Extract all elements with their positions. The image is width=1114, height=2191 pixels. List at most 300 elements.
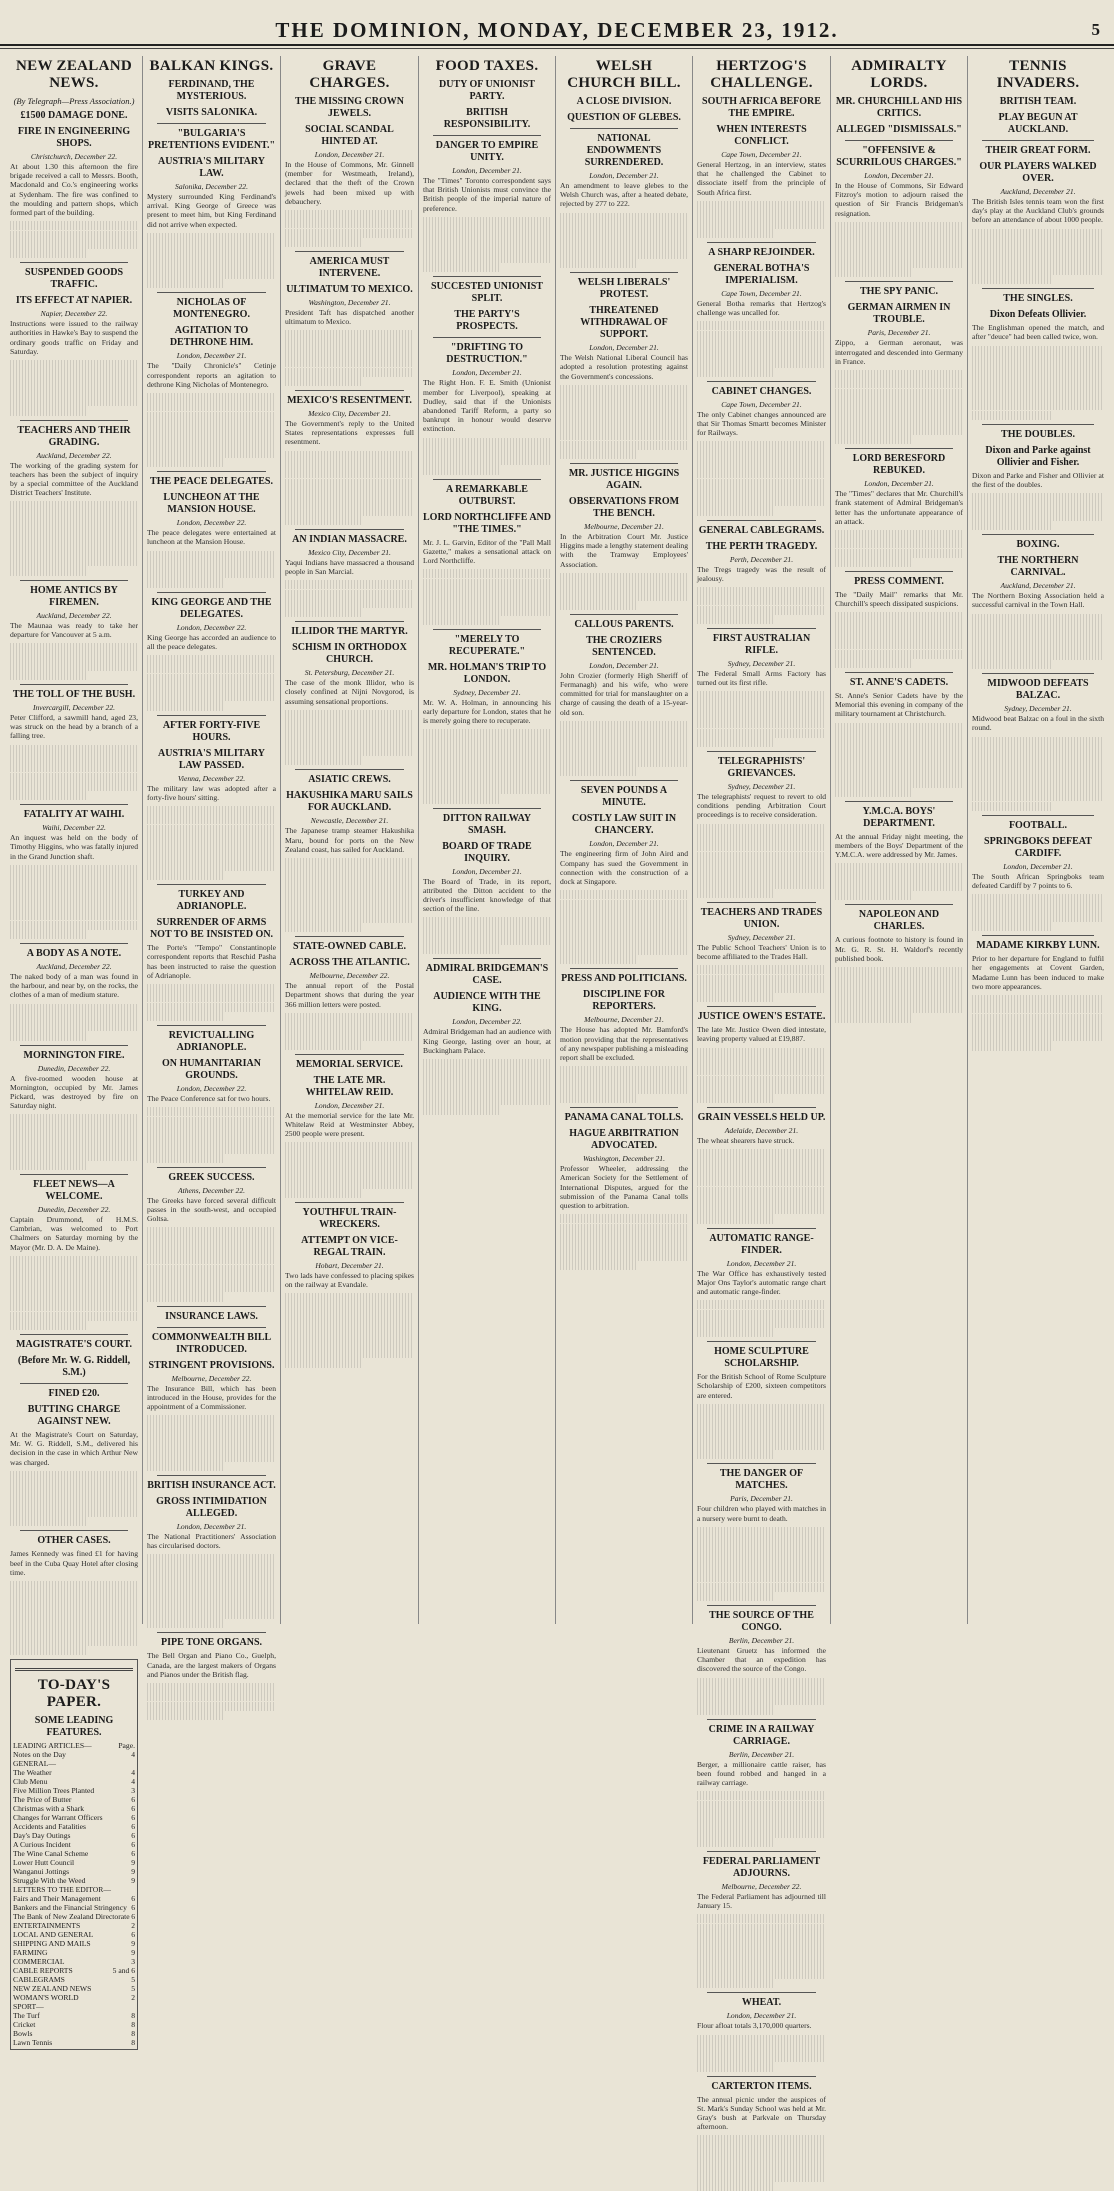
text-line: [10, 249, 87, 258]
text-line: [697, 1094, 774, 1103]
text-line: [147, 825, 276, 834]
text-line: [10, 231, 138, 240]
dateline: London, December 21.: [452, 368, 522, 378]
article-text: The Northern Boxing Association held a successful carnival in the Town Hall.: [972, 591, 1104, 610]
dateline: Sydney, December 21.: [727, 782, 796, 792]
text-line: [972, 737, 1104, 746]
text-line: [697, 201, 826, 210]
toc-item-page: 8: [131, 2038, 135, 2048]
dateline: Hobart, December 21.: [315, 1261, 384, 1271]
text-line: [423, 254, 551, 263]
article-text: For the British School of Rome Sculpture Scholarship of £200, sixteen competitors are entered.: [697, 1372, 826, 1400]
article-text: Lieutenant Gruetz has informed the Chamber that an expedition has discovered the source of the Congo.: [697, 1646, 826, 1674]
text-line: [285, 368, 414, 377]
text-line: [560, 767, 637, 776]
text-line: [423, 597, 551, 606]
headline: "DRIFTING TO DESTRUCTION.": [446, 342, 528, 366]
toc-item-label: CABLEGRAMS: [13, 1975, 65, 1985]
text-line: [697, 497, 826, 506]
text-line: [972, 1023, 1104, 1032]
dateline: Washington, December 21.: [583, 1154, 665, 1164]
text-line: [10, 1499, 138, 1508]
text-line: [147, 871, 224, 880]
headline: COMMONWEALTH BILL INTRODUCED.: [151, 1331, 272, 1355]
text-line: [10, 221, 138, 230]
headline: CARTERTON ITEMS.: [711, 2080, 812, 2092]
text-line: [10, 406, 87, 415]
text-line: [697, 488, 826, 497]
article: [560, 614, 688, 777]
article: [972, 935, 1104, 1050]
article: [560, 96, 688, 124]
subheadline: THE CROZIERS SENTENCED.: [586, 634, 662, 658]
text-line: [147, 843, 276, 852]
text-line: [972, 1041, 1051, 1050]
headline: TELEGRAPHISTS' GRIEVANCES.: [717, 756, 806, 780]
article: [147, 1327, 276, 1471]
column-2: [143, 56, 281, 1679]
text-line: [147, 1619, 224, 1628]
article-text: Mr. J. L. Garvin, Editor of the "Pall Mall Gazette," makes a sensational attack on Lord Northcliffe.: [423, 537, 551, 566]
article-columns: [6, 56, 1108, 2132]
text-line: [423, 917, 551, 926]
headline: TEACHERS AND TRADES UNION.: [700, 906, 823, 930]
column-4: [419, 56, 556, 1624]
text-line: [285, 738, 414, 747]
article: [697, 1107, 826, 1223]
headline: THEIR GREAT FORM.: [985, 145, 1091, 156]
toc-item-label: Day's Day Outings: [13, 1831, 71, 1841]
divider: [157, 123, 266, 124]
text-line: [560, 749, 688, 758]
headline: GENERAL CABLEGRAMS.: [698, 524, 825, 536]
text-line: [285, 516, 362, 525]
text-line: [697, 824, 826, 833]
dateline: Auckland, December 21.: [1000, 187, 1076, 196]
text-line: [10, 1114, 138, 1123]
article-text: The Englishman opened the match, and after "deuce" had been called twice, won.: [972, 323, 1104, 342]
toc-item: [13, 1975, 135, 1984]
toc-item: [13, 1759, 135, 1768]
text-line: [147, 1126, 276, 1135]
article-text: At the Magistrate's Court on Saturday, Mr. W. G. Riddell, S.M., delivered his decision in the case in which Arthur New was charged.: [10, 1430, 138, 1467]
dateline: Cape Town, December 21.: [721, 399, 802, 409]
text-line: [560, 890, 688, 899]
article: [147, 715, 276, 881]
toc-title: TO-DAY'S PAPER.: [37, 1677, 111, 1711]
toc-subtitle: SOME LEADING FEATURES.: [34, 1715, 114, 1739]
text-line: [147, 560, 276, 569]
text-line: [147, 806, 276, 815]
headline: MAGISTRATE'S COURT.: [16, 1339, 132, 1351]
article: [147, 292, 276, 467]
headline: BRITISH TEAM.: [999, 96, 1077, 107]
text-line: [972, 903, 1104, 912]
divider: [157, 1475, 266, 1476]
divider: [295, 529, 404, 530]
text-line: [697, 1961, 826, 1970]
text-line: [10, 1517, 87, 1526]
text-line: [972, 247, 1104, 256]
toc-item-page: 8: [131, 2029, 135, 2039]
toc-item-label: Wanganui Jottings: [13, 1867, 70, 1877]
article: [10, 262, 138, 415]
article: [835, 571, 963, 668]
dateline: London, December 22.: [176, 1084, 247, 1094]
article-text: The Porte's "Tempo" Constantinople correspondent reports that Reschid Pasha has been instructed to raise the question of Adrianople.: [147, 943, 276, 980]
text-line: [10, 930, 87, 939]
toc-item-page: 9: [131, 1939, 135, 1949]
article-text: The British Isles tennis team won the first day's play at the Auckland Club's grounds before an attendance of about 1000 people.: [972, 197, 1104, 225]
toc-item: [13, 2002, 135, 2011]
toc-item-label: Club Menu: [13, 1777, 48, 1787]
text-line: [835, 732, 963, 741]
text-line: [10, 1637, 138, 1646]
dateline: Christchurch, December 22.: [30, 152, 118, 161]
subheadline: OUR PLAYERS WALKED OVER.: [979, 161, 1097, 184]
article: [697, 242, 826, 377]
text-line: [423, 245, 551, 254]
subheadline: LORD NORTHCLIFFE AND "THE TIMES.": [423, 511, 551, 535]
dateline: Melbourne, December 21.: [584, 1015, 664, 1025]
text-line: [560, 1066, 688, 1075]
text-line: [423, 936, 551, 945]
text-line: [835, 986, 963, 995]
text-line: [697, 2154, 826, 2163]
text-line: [147, 270, 276, 279]
text-line: [285, 1321, 414, 1330]
divider: [433, 135, 541, 136]
text-line: [697, 321, 826, 330]
article-text: A curious footnote to history is found in Mr. G. R. St. H. Waldorf's recently published book.: [835, 935, 963, 963]
dateline: London, December 21.: [589, 660, 659, 670]
text-line: [285, 1189, 362, 1198]
text-line: [147, 1144, 276, 1153]
text-line: [835, 530, 963, 539]
dateline: Mexico City, December 21.: [308, 409, 391, 419]
toc-item-page: 5: [131, 1975, 135, 1985]
text-line: [972, 783, 1104, 792]
text-line: [147, 1107, 276, 1116]
article: [423, 135, 551, 272]
text-line: [423, 1078, 551, 1087]
divider: [707, 751, 816, 752]
article-text: The Bell Organ and Piano Co., Guelph, Canada, are the largest makers of Organs and Pianos under the British flag.: [147, 1651, 276, 1679]
text-line: [285, 469, 414, 478]
article: [835, 281, 963, 444]
dateline: Athens, December 22.: [177, 1185, 246, 1195]
dateline: Sydney, December 21.: [727, 932, 796, 942]
text-line: [10, 763, 138, 772]
article-text: At the annual Friday night meeting, the members of the Boys' Department of the Y.M.C.A. were addressed by Mr. James.: [835, 831, 963, 860]
text-line: [972, 623, 1104, 632]
headline: CABINET CHANGES.: [711, 385, 812, 397]
headline: FEDERAL PARLIAMENT ADJOURNS.: [702, 1855, 821, 1879]
dateline: Auckland, December 21.: [1000, 581, 1076, 591]
dateline: Paris, December 21.: [730, 1494, 793, 1504]
headline: "OFFENSIVE & SCURRILOUS CHARGES.": [836, 145, 962, 168]
text-line: [285, 608, 362, 617]
text-line: [10, 1161, 87, 1170]
text-line: [560, 403, 688, 412]
headline: YOUTHFUL TRAIN-WRECKERS.: [302, 1207, 397, 1231]
text-line: [285, 1170, 414, 1179]
text-line: [560, 918, 688, 927]
text-line: [697, 587, 826, 596]
text-line: [423, 945, 500, 954]
text-line: [10, 874, 138, 883]
headline: THE DANGER OF MATCHES.: [719, 1468, 804, 1492]
text-line: [835, 407, 963, 416]
text-line: [697, 451, 826, 460]
text-line: [285, 1013, 414, 1022]
article: [972, 140, 1104, 284]
toc-item: [13, 1858, 135, 1867]
text-line: [560, 450, 637, 459]
text-line: [147, 984, 276, 993]
article: [697, 1605, 826, 1715]
text-line: [697, 1696, 826, 1705]
text-line: [560, 591, 688, 600]
text-line: [972, 802, 1051, 811]
headline: GREEK SUCCESS.: [168, 1171, 255, 1183]
text-line: [972, 392, 1104, 401]
article: [10, 1334, 138, 1379]
text-line: [835, 379, 963, 388]
text-line: [835, 426, 963, 435]
toc-item: [13, 2029, 135, 2038]
text-line: [285, 340, 414, 349]
text-line: [697, 1159, 826, 1168]
text-line: [147, 1563, 276, 1572]
article-text: The only Cabinet changes announced are that Sir Thomas Smartt becomes Minister for Railways.: [697, 409, 826, 438]
text-line: [697, 1924, 826, 1933]
double-rule: [15, 1668, 133, 1671]
text-line: [560, 231, 688, 240]
dateline: Dunedin, December 22.: [37, 1205, 111, 1215]
text-line: [972, 364, 1104, 373]
text-line: [697, 1048, 826, 1057]
article: [147, 1306, 276, 1323]
article: [697, 628, 826, 747]
toc-item-label: The Price of Butter: [13, 1795, 72, 1805]
text-line: [972, 238, 1104, 247]
text-line: [697, 1573, 826, 1582]
dateline: London, December 21.: [314, 150, 385, 159]
text-line: [697, 1828, 826, 1837]
text-line: [560, 601, 637, 610]
text-line: [10, 1581, 138, 1590]
article-text: President Taft has dispatched another ultimatum to Mexico.: [285, 308, 414, 327]
article: [697, 381, 826, 516]
article: [560, 780, 688, 964]
text-line: [147, 1711, 224, 1720]
text-line: [835, 398, 963, 407]
headline: SUCCESTED UNIONIST SPLIT.: [431, 281, 543, 305]
article: [560, 968, 688, 1103]
toc-item-page: [107, 2002, 135, 2011]
article: [697, 2076, 826, 2191]
text-line: [697, 1951, 826, 1960]
toc-item-label: NEW ZEALAND NEWS: [13, 1984, 92, 1994]
article-text: In the House of Commons, Sir Edward Fitzroy's motion to adjourn raised the question of Sir Francis Bridgeman's resignation.: [835, 181, 963, 218]
article-text: At about 1.30 this afternoon the fire brigade received a call to Messrs. Booth, Macdonald and Co.'s engineering works at Sydenham. The fire was confined to the moulding and pattern shops, which formed part of the building.: [10, 162, 138, 218]
dateline: Melbourne, December 21.: [584, 521, 664, 531]
headline: TURKEY AND ADRIANOPLE.: [176, 889, 247, 913]
headline: THE SPY PANIC.: [859, 286, 939, 298]
text-line: [423, 748, 551, 757]
text-line: [697, 1205, 826, 1214]
divider: [157, 715, 266, 716]
divider: [20, 684, 128, 685]
text-line: [147, 1227, 276, 1236]
text-line: [560, 1094, 637, 1103]
text-line: [10, 643, 138, 652]
text-line: [285, 460, 414, 469]
text-line: [147, 1255, 276, 1264]
text-line: [10, 902, 138, 911]
dateline: Sydney, December 21.: [453, 687, 521, 697]
toc-item-page: 4: [131, 1750, 135, 1760]
divider: [982, 815, 1094, 816]
toc-item-page: [107, 1759, 135, 1768]
text-line: [560, 394, 688, 403]
text-line: [147, 233, 276, 242]
toc-item: [13, 1804, 135, 1813]
column-3: [281, 56, 419, 1624]
subheadline: GROSS INTIMIDATION ALLEGED.: [156, 1495, 267, 1519]
text-line: [697, 2044, 826, 2053]
divider: [707, 1341, 816, 1342]
divider: [295, 936, 404, 937]
subheadline: SURRENDER OF ARMS NOT TO BE INSISTED ON.: [149, 917, 274, 941]
divider: [20, 1174, 128, 1175]
text-line: [972, 493, 1104, 502]
text-line: [285, 358, 414, 367]
toc-item-label: Lawn Tennis: [13, 2038, 53, 2048]
subheadline: STRINGENT PROVISIONS.: [148, 1359, 275, 1371]
article: [10, 804, 138, 939]
text-line: [10, 557, 138, 566]
toc-item-label: The Weather: [13, 1768, 52, 1778]
text-line: [697, 879, 826, 888]
subheadline: THREATENED WITHDRAWAL OF SUPPORT.: [580, 305, 668, 341]
headline: TEACHERS AND THEIR GRADING.: [17, 424, 131, 448]
article: [972, 815, 1104, 931]
text-line: [560, 441, 688, 450]
text-line: [10, 1590, 138, 1599]
text-line: [10, 1302, 138, 1311]
text-line: [697, 1328, 774, 1337]
text-line: [835, 240, 963, 249]
dateline: London, December 21.: [589, 171, 659, 180]
text-line: [697, 1404, 826, 1413]
text-line: [285, 1161, 414, 1170]
article-text: The "Times" Toronto correspondent says that British Unionists must convince the British people of the imperial nature of preference.: [423, 176, 551, 213]
text-line: [697, 1149, 826, 1158]
text-line: [147, 1424, 276, 1433]
article-text: The Japanese tramp steamer Hakushika Maru, bound for ports on the New Zealand coast, has sailed for Auckland.: [285, 826, 414, 854]
text-line: [147, 1415, 276, 1424]
headline: FERDINAND, THE MYSTERIOUS.: [168, 79, 255, 102]
headline: BOXING.: [1016, 539, 1060, 551]
dateline: London, December 21.: [864, 479, 934, 489]
article: [560, 272, 688, 459]
dateline: Auckland, December 22.: [36, 962, 112, 972]
dateline: Cape Town, December 21.: [721, 150, 802, 159]
masthead: [0, 18, 1114, 46]
toc-item-page: 3: [131, 1786, 135, 1796]
headline: "BULGARIA'S PRETENTIONS EVIDENT.": [147, 128, 276, 151]
text-line: [147, 1154, 224, 1163]
subheadline: HAGUE ARBITRATION ADVOCATED.: [569, 1128, 679, 1152]
toc-item-label: LETTERS TO THE EDITOR—: [13, 1885, 111, 1895]
article: [423, 337, 551, 474]
text-line: [697, 870, 826, 879]
text-line: [10, 671, 87, 680]
headline: ST. ANNE'S CADETS.: [849, 677, 949, 689]
toc-item-label: GENERAL—: [13, 1759, 57, 1769]
divider: [295, 621, 404, 622]
text-line: [972, 651, 1104, 660]
text-line: [423, 1087, 551, 1096]
headline: FOOTBALL.: [1008, 819, 1068, 831]
text-line: [697, 1441, 826, 1450]
text-line: [10, 1274, 138, 1283]
text-line: [835, 231, 963, 240]
text-line: [285, 1340, 414, 1349]
divider: [570, 463, 678, 464]
text-line: [835, 723, 963, 732]
subheadline: FIRE IN ENGINEERING SHOPS.: [17, 126, 131, 149]
text-line: [10, 782, 138, 791]
toc-item-label: A Curious Incident: [13, 1840, 71, 1850]
headline: GRAIN VESSELS HELD UP.: [697, 1112, 826, 1124]
text-line: [147, 1274, 276, 1283]
subheadline: Dixon and Parke against Ollivier and Fisher.: [985, 444, 1091, 468]
toc-item: [13, 1993, 135, 2002]
text-line: [972, 401, 1104, 410]
divider: [707, 1107, 816, 1108]
headline: STATE-OWNED CABLE.: [293, 941, 406, 953]
divider: [20, 580, 128, 581]
text-line: [697, 2035, 826, 2044]
toc-item-label: Christmas with a Shark: [13, 1804, 85, 1814]
headline: DANGER TO EMPIRE UNITY.: [435, 140, 539, 163]
text-line: [972, 764, 1104, 773]
divider: [982, 935, 1094, 936]
article: [835, 96, 963, 136]
text-line: [10, 1618, 138, 1627]
text-line: [697, 1066, 826, 1075]
text-line: [697, 861, 826, 870]
text-line: [147, 393, 276, 402]
article: [697, 1006, 826, 1103]
subheadline: BRITISH RESPONSIBILITY.: [443, 107, 531, 130]
divider: [845, 801, 953, 802]
subheadline: ALLEGED "DISMISSALS.": [836, 124, 962, 135]
toc-item-label: Bowls: [13, 2029, 33, 2039]
subheadline: SOCIAL SCANDAL HINTED AT.: [305, 124, 394, 147]
text-line: [972, 995, 1104, 1004]
toc-item-page: 4: [131, 1768, 135, 1778]
article-text: The Welsh National Liberal Council has adopted a resolution protesting against the Government's concessions.: [560, 353, 688, 381]
subheadline: QUESTION OF GLEBES.: [567, 112, 681, 123]
text-line: [697, 479, 826, 488]
text-line: [10, 745, 138, 754]
text-line: [423, 588, 551, 597]
toc-item: [13, 1894, 135, 1903]
